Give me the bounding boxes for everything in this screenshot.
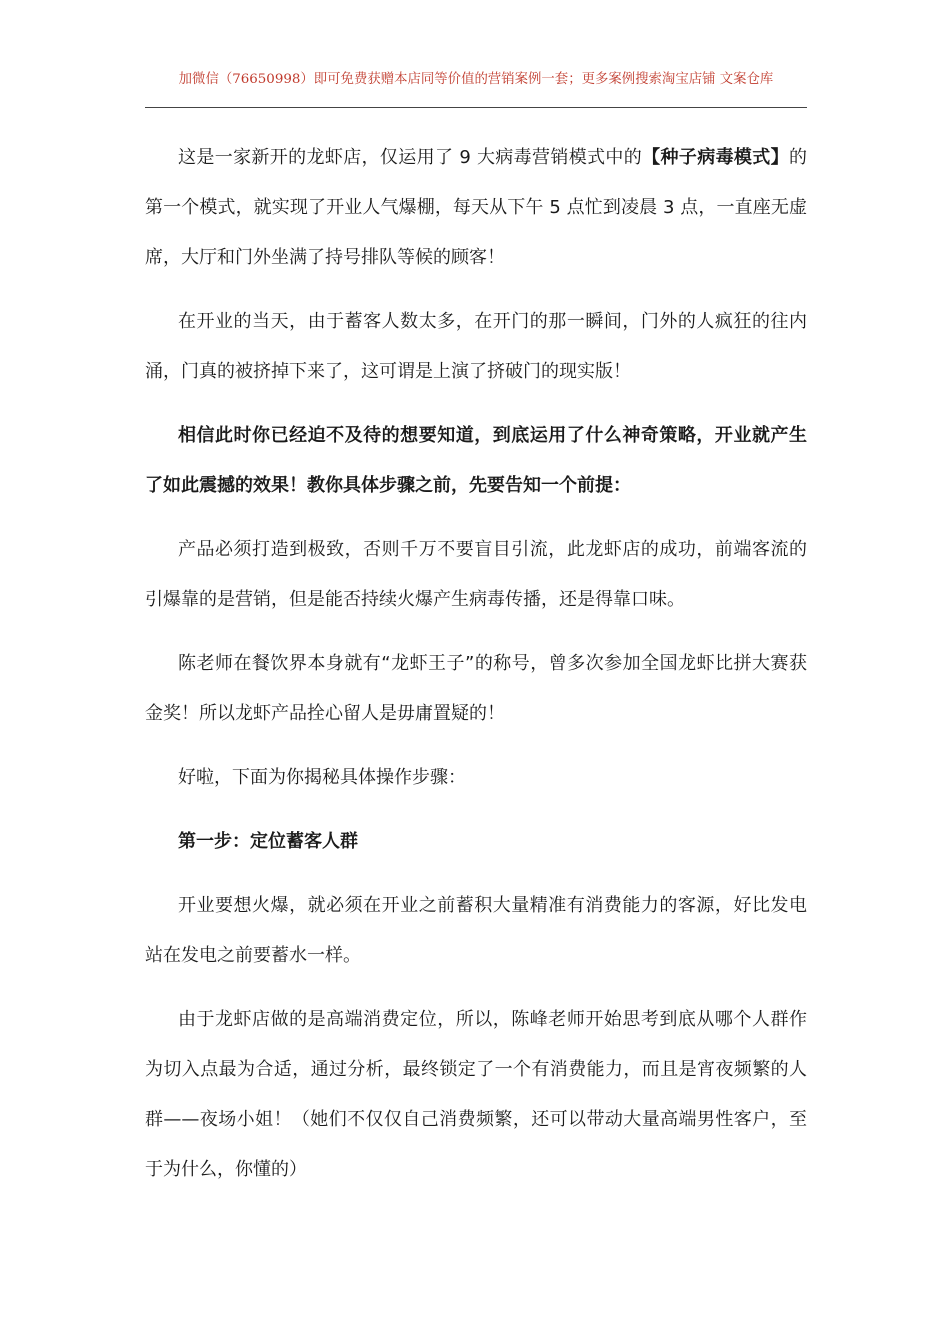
paragraph-teacher	[145, 639, 807, 739]
text-segment: 产品必须打造到极致，否则千万不要盲目引流，此龙虾店的成功，前端客流的引爆靠的是营销，但是能否持续火爆产生病毒传播，还是得靠口味。	[145, 539, 807, 610]
paragraph-premise-lead	[145, 411, 807, 511]
paragraph-product	[145, 525, 807, 625]
text-segment: 陈老师在餐饮界本身就有“龙虾王子”的称号，曾多次参加全国龙虾比拼大赛获金奖！所以龙虾产品拴心留人是毋庸置疑的！	[145, 653, 807, 724]
paragraph-opening-day	[145, 297, 807, 397]
text-segment: 开业要想火爆，就必须在开业之前蓄积大量精准有消费能力的客源，好比发电站在发电之前要蓄水一样。	[145, 895, 807, 966]
text-segment: 在开业的当天，由于蓄客人数太多，在开门的那一瞬间，门外的人疯狂的往内涌，门真的被挤掉下来了，这可谓是上演了挤破门的现实版！	[145, 311, 807, 382]
paragraph-target-group	[145, 995, 807, 1195]
header-divider	[145, 107, 807, 108]
text-segment-bold: 相信此时你已经迫不及待的想要知道，到底运用了什么神奇策略，开业就产生了如此震撼的效果！教你具体步骤之前，先要告知一个前提：	[145, 425, 807, 496]
text-segment-bold: 第一步：定位蓄客人群	[178, 831, 358, 852]
paragraph-steps-intro	[145, 753, 807, 803]
document-body	[145, 133, 807, 1209]
text-segment: 的第一个模式，就实现了开业人气爆棚，每天从下午 5 点忙到凌晨 3 点，一直座无虚席，大厅和门外坐满了持号排队等候的顾客！	[145, 147, 808, 268]
text-segment: 由于龙虾店做的是高端消费定位，所以，陈峰老师开始思考到底从哪个人群作为切入点最为合适，通过分析，最终锁定了一个有消费能力，而且是宵夜频繁的人群——夜场小姐！（她们不仅仅自己消费频繁，还可以带动大量高端男性客户，至于为什么，你懂的）	[145, 1009, 807, 1180]
paragraph-intro	[145, 133, 807, 283]
step-one-heading	[145, 817, 807, 867]
text-segment-bold: 【种子病毒模式】	[642, 147, 790, 168]
text-segment: 好啦，下面为你揭秘具体操作步骤：	[178, 767, 466, 788]
page-header-notice: 加微信（76650998）即可免费获赠本店同等价值的营销案例一套；更多案例搜索淘宝店铺 文案仓库	[178, 72, 774, 87]
text-segment: 这是一家新开的龙虾店，仅运用了 9 大病毒营销模式中的	[178, 147, 643, 168]
paragraph-store-customers	[145, 881, 807, 981]
